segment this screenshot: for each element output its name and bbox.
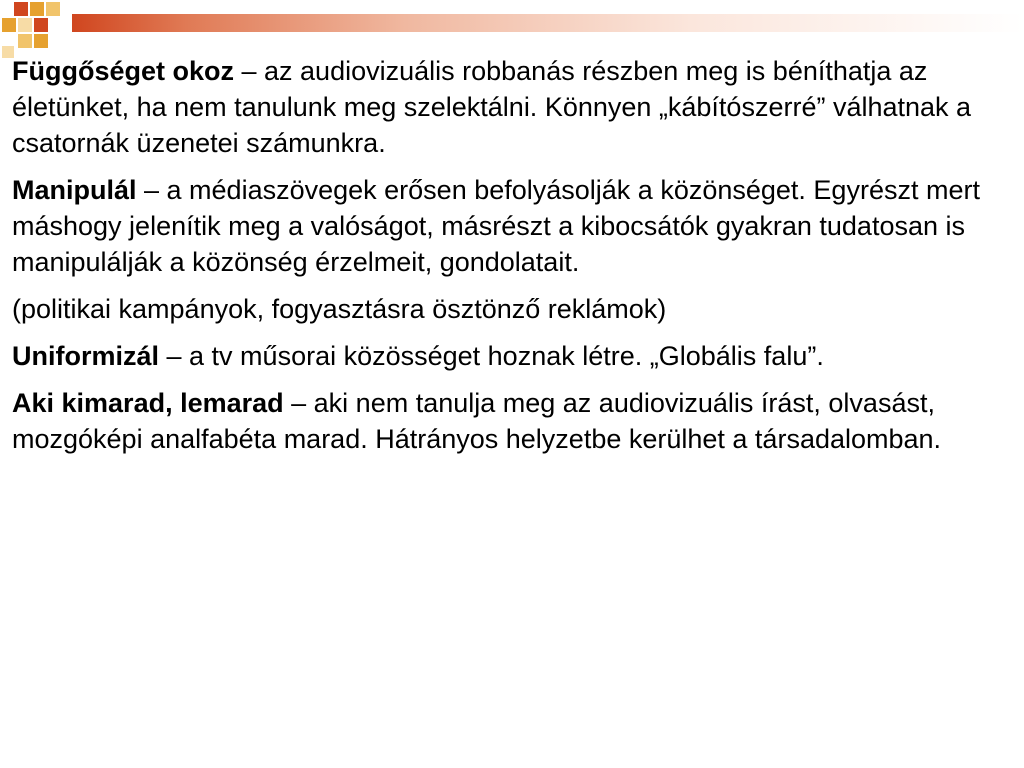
decor-square-icon (34, 34, 48, 48)
paragraph-text: – a médiaszövegek erősen befolyásolják a közönséget. Egyrészt mert máshogy jelenítik meg a valóságot, másrészt a kibocsátók gyakran tudatosan is manipulálják a közönség érzelmeit, gondolatait. (12, 175, 980, 277)
paragraph-text: (politikai kampányok, fogyasztásra ösztönző reklámok) (12, 294, 667, 324)
paragraph-examples (12, 291, 1016, 327)
paragraph-dependence (12, 53, 1016, 161)
decor-square-icon (46, 2, 60, 16)
decor-square-icon (30, 2, 44, 16)
header-decoration (0, 0, 1024, 60)
slide-body (12, 53, 1016, 468)
paragraph-left-behind (12, 385, 1016, 457)
term-label: Függőséget okoz (12, 56, 234, 86)
decor-square-icon (18, 18, 32, 32)
paragraph-text: – a tv műsorai közösséget hoznak létre. „Globális falu”. (159, 341, 824, 371)
term-label: Aki kimarad, lemarad (12, 388, 284, 418)
term-label: Manipulál (12, 175, 137, 205)
decor-square-icon (2, 18, 16, 32)
paragraph-manipulation (12, 172, 1016, 280)
decor-square-icon (34, 18, 48, 32)
paragraph-text: – az audiovizuális robbanás részben meg is béníthatja az életünket, ha nem tanulunk meg szelektálni. Könnyen „kábítószerré” válhatnak a csatornák üzenetei számunkra. (12, 56, 972, 158)
decor-square-icon (18, 34, 32, 48)
paragraph-uniformization (12, 338, 1016, 374)
decor-square-icon (14, 2, 28, 16)
paragraph-text: – aki nem tanulja meg az audiovizuális írást, olvasást, mozgóképi analfabéta marad. Hátrányos helyzetbe kerülhet a társadalomban. (12, 388, 942, 454)
header-gradient-bar (72, 14, 1024, 32)
term-label: Uniformizál (12, 341, 160, 371)
